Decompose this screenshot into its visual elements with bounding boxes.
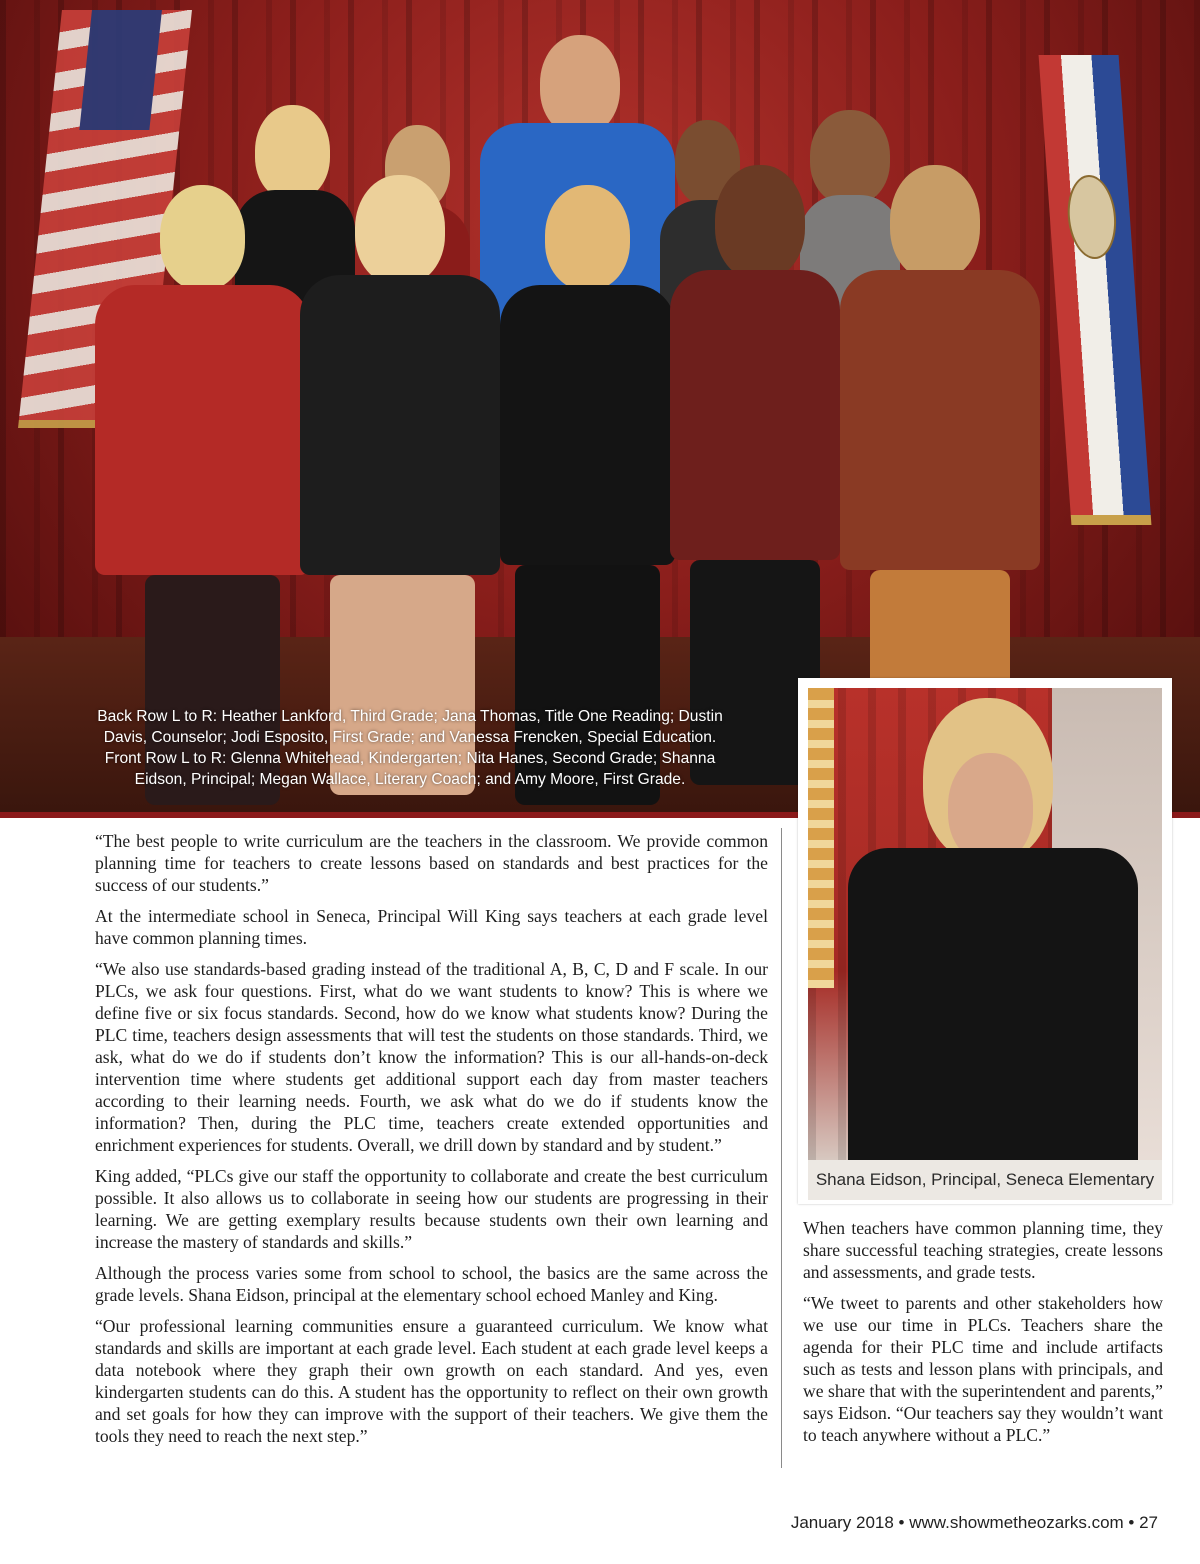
paragraph: “We also use standards-based grading instead of the traditional A, B, C, D and F scale. In our PLCs, we ask four questions. First, what do we want students to know? This is where we define five or six focus standards. Second, how do we know what students know? During the PLC time, teachers design assessments that will test the students on those standards. Third, we ask, what do we do if students don’t know the information? This is our all-hands-on-deck intervention time where students get additional support each day from master teachers according to their learning needs. Fourth, we ask what do we do if students know the information? Then, during the PLC time, teachers create extended opportunities and enrichment experiences for students. Overall, we drill down by standard and by student.” (95, 959, 768, 1155)
missouri-flag (1039, 55, 1152, 525)
portrait-caption: Shana Eidson, Principal, Seneca Elementary (808, 1160, 1162, 1200)
group-photo-caption (50, 706, 770, 790)
paragraph: “Our professional learning communities ensure a guaranteed curriculum. We know what standards and skills are important at each grade level. Each student at each grade level keeps a data notebook where they graph their own growth on each standard. And yes, even kindergarten students can do this. A student has the opportunity to reflect on their own growth and set goals for how they can improve with the support of their teachers. We give them the tools they need to reach the next step.” (95, 1316, 768, 1446)
left-text-column (95, 830, 768, 1456)
column-divider (781, 828, 782, 1468)
paragraph: “The best people to write curriculum are the teachers in the classroom. We provide common planning time for teachers to create lessons based on standards and best practices for the success of our students.” (95, 831, 768, 895)
paragraph: “We tweet to parents and other stakeholders how we use our time in PLCs. Teachers share the agenda for their PLC time and include artifacts such as tests and lesson plans with principals, and we share that with the superintendent and parents,” says Eidson. “Our teachers say they wouldn’t want to teach anywhere without a PLC.” (803, 1293, 1163, 1445)
paragraph: At the intermediate school in Seneca, Principal Will King says teachers at each grade level have common planning times. (95, 906, 768, 948)
paragraph: When teachers have common planning time, they share successful teaching strategies, create lessons and assessments, and grade tests. (803, 1218, 1163, 1282)
paragraph: King added, “PLCs give our staff the opportunity to collaborate and create the best curriculum possible. It also allows us to collaborate in seeing how our students are progressing in their learning. We are getting exemplary results because students own their own learning and increase the mastery of standards and skills.” (95, 1166, 768, 1252)
caption-line: Front Row L to R: Glenna Whitehead, Kindergarten; Nita Hanes, Second Grade; Shanna (104, 750, 716, 767)
portrait-frame (798, 678, 1172, 1204)
portrait-photo (808, 688, 1162, 1160)
page-footer: January 2018 • www.showmetheozarks.com • 27 (790, 1513, 1158, 1532)
paragraph: Although the process varies some from school to school, the basics are the same across the grade levels. Shana Eidson, principal at the elementary school echoed Manley and King. (95, 1263, 768, 1305)
caption-line: Back Row L to R: Heather Lankford, Third Grade; Jana Thomas, Title One Reading; Dustin (97, 708, 723, 725)
caption-line: Davis, Counselor; Jodi Esposito, First Grade; and Vanessa Frencken, Special Education. (103, 729, 717, 746)
right-text-column (803, 1217, 1163, 1455)
caption-line: Eidson, Principal; Megan Wallace, Literary Coach; and Amy Moore, First Grade. (134, 771, 686, 788)
